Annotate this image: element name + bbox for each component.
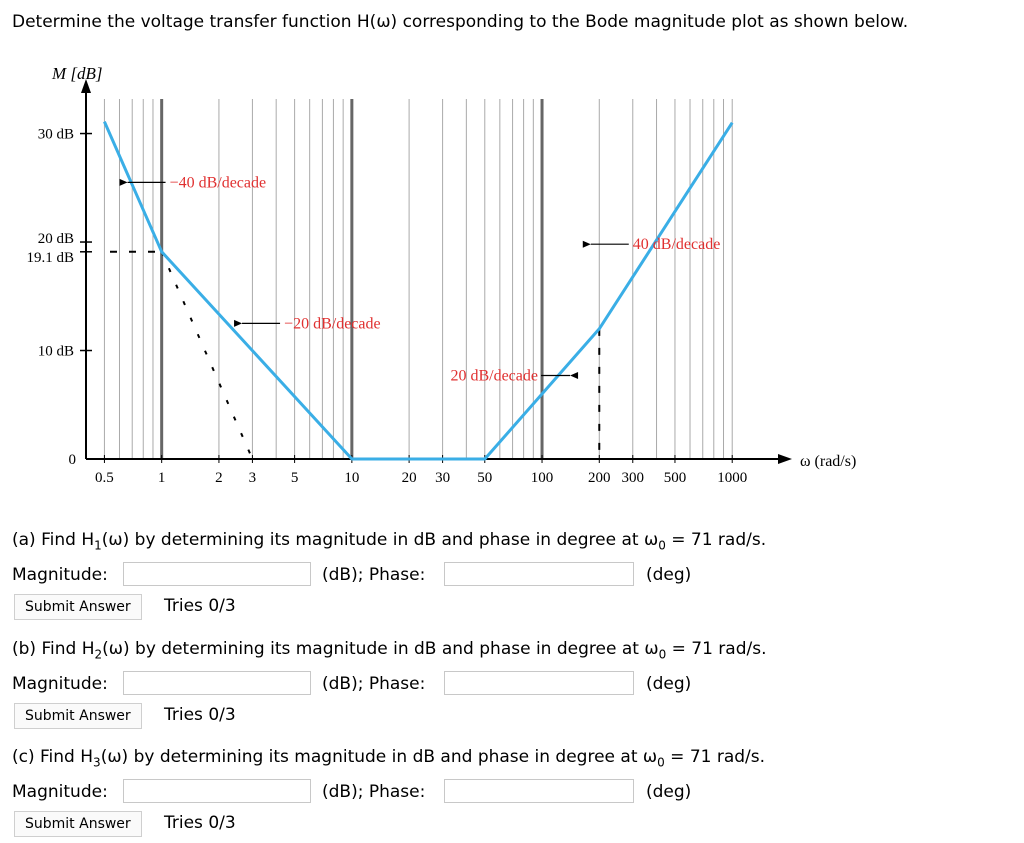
y-tick-label: 30 dB	[37, 126, 74, 143]
tries-counter-a: Tries 0/3	[164, 596, 236, 616]
x-tick-label: 3	[248, 470, 257, 486]
deg-label: (deg)	[646, 782, 692, 802]
magnitude-label: Magnitude:	[12, 674, 108, 694]
y-tick-label: 10 dB	[37, 343, 74, 360]
db-phase-label: (dB); Phase:	[322, 674, 426, 694]
slope-annotation: 20 dB/decade	[450, 367, 538, 385]
magnitude-input-a[interactable]	[123, 562, 311, 586]
magnitude-label: Magnitude:	[12, 782, 108, 802]
question-text: Determine the voltage transfer function H(ω) corresponding to the Bode magnitude plot as shown below.	[12, 12, 909, 32]
db-phase-label: (dB); Phase:	[322, 565, 426, 585]
annotation-arrowhead	[583, 241, 591, 248]
x-axis-label: ω (rad/s)	[800, 453, 857, 470]
phase-input-b[interactable]	[444, 671, 634, 695]
magnitude-input-b[interactable]	[123, 671, 311, 695]
deg-label: (deg)	[646, 565, 692, 585]
submit-answer-button-b[interactable]: Submit Answer	[14, 703, 142, 729]
x-axis-arrow	[778, 454, 792, 464]
submit-answer-button-a[interactable]: Submit Answer	[14, 594, 142, 620]
part-b-title: (b) Find $H_2(\omega)$ by determining its magnitude in dB and phase in degree at $\omega_0 = 71$ rad/s.	[12, 639, 767, 662]
x-tick-label: 5	[290, 470, 299, 486]
submit-answer-button-c[interactable]: Submit Answer	[14, 811, 142, 837]
annotation-arrowhead	[570, 372, 578, 379]
annotation-arrowhead	[120, 179, 128, 186]
phase-input-c[interactable]	[444, 779, 634, 803]
asymptote-line	[162, 252, 253, 459]
x-tick-label: 1000	[717, 470, 748, 486]
y-tick-label: 0	[68, 452, 76, 468]
x-tick-label: 0.5	[95, 470, 114, 486]
tries-counter-b: Tries 0/3	[164, 705, 236, 725]
tries-counter-c: Tries 0/3	[164, 813, 236, 833]
bode-magnitude-plot	[0, 55, 880, 495]
slope-annotation: −40 dB/decade	[169, 174, 267, 192]
part-a-title: (a) Find $H_1(\omega)$ by determining its magnitude in dB and phase in degree at $\omega_0 = 71$ rad/s.	[12, 530, 767, 553]
y-tick-label: 20 dB	[37, 231, 74, 248]
x-tick-label: 50	[477, 470, 493, 486]
deg-label: (deg)	[646, 674, 692, 694]
y-axis-label: M [dB]	[52, 64, 103, 83]
x-tick-label: 20	[401, 470, 417, 486]
x-tick-label: 100	[530, 470, 554, 486]
part-c-title: (c) Find $H_3(\omega)$ by determining its magnitude in dB and phase in degree at $\omega_0 = 71$ rad/s.	[12, 747, 766, 770]
magnitude-label: Magnitude:	[12, 565, 108, 585]
db-phase-label: (dB); Phase:	[322, 782, 426, 802]
magnitude-input-c[interactable]	[123, 779, 311, 803]
x-tick-label: 200	[588, 470, 611, 486]
phase-input-a[interactable]	[444, 562, 634, 586]
slope-annotation: −20 dB/decade	[284, 315, 381, 333]
bode-curve	[104, 122, 732, 459]
x-tick-label: 1	[157, 470, 166, 486]
x-tick-label: 300	[621, 470, 645, 486]
x-tick-label: 10	[344, 470, 360, 486]
x-tick-label: 2	[215, 470, 223, 486]
y-tick-label: 19.1 dB	[26, 249, 74, 266]
x-tick-label: 30	[435, 470, 451, 486]
slope-annotation: 40 dB/decade	[632, 236, 721, 254]
x-tick-label: 500	[663, 470, 687, 486]
annotation-arrowhead	[234, 320, 242, 327]
